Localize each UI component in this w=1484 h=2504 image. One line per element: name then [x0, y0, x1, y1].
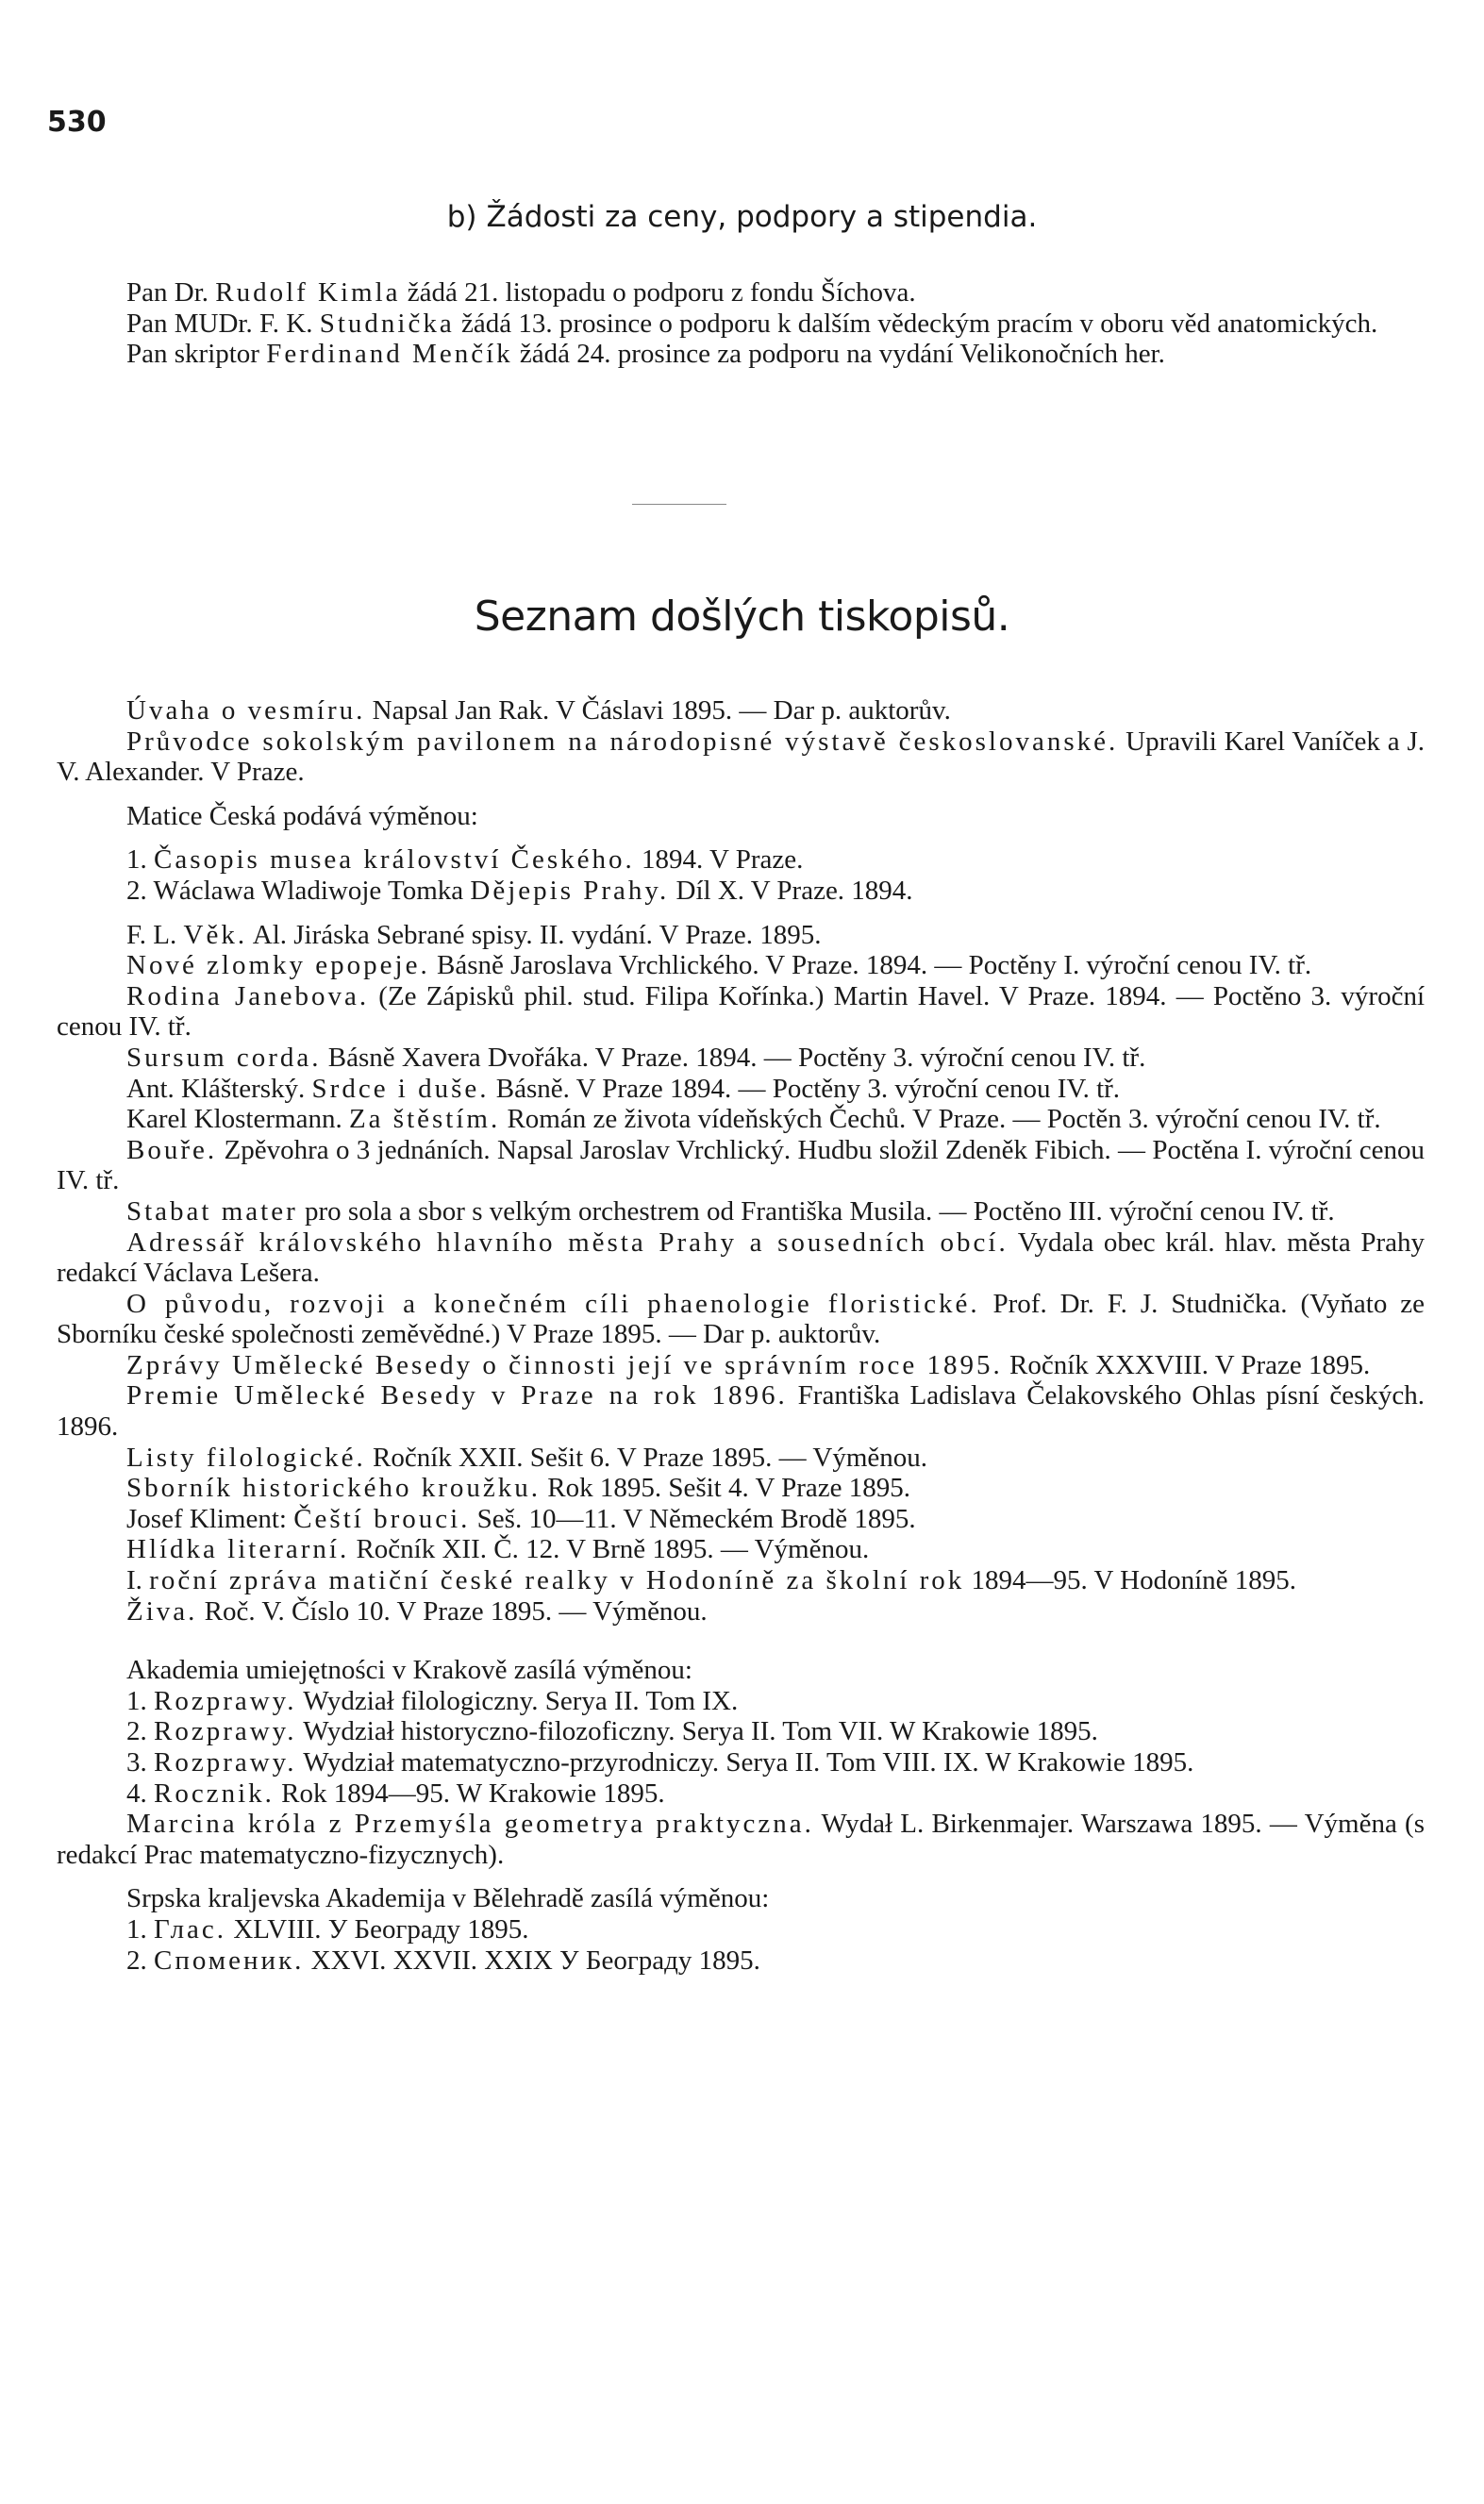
- list-entry: 1. Глас. XLVIII. У Београду 1895.: [126, 1913, 529, 1945]
- section-title: Žádosti za ceny, podpory a stipendia.: [486, 200, 1038, 234]
- list-entry: Adressář královského hlavního města Prahy a sousedních obcí. Vydala obec král. hlav. města Prahy redakcí Václava Lešera.: [57, 1227, 1425, 1289]
- list-entry: Zprávy Umělecké Besedy o činnosti její ve správním roce 1895. Ročník XXXVIII. V Praze 1895.: [126, 1349, 1371, 1380]
- group-intro: Srpska kraljevska Akademija v Bělehradě zasílá výměnou:: [126, 1883, 770, 1914]
- list-entry: 2. Rozprawy. Wydział historyczno-filozoficzny. Serya II. Tom VII. W Krakowie 1895.: [126, 1716, 1098, 1747]
- request-paragraph: Pan Dr. Rudolf Kimla žádá 21. listopadu o podporu z fondu Šíchova.: [126, 277, 916, 308]
- list-entry: Sborník historického kroužku. Rok 1895. Sešit 4. V Praze 1895.: [126, 1473, 911, 1504]
- list-entry: Úvaha o vesmíru. Napsal Jan Rak. V Čáslavi 1895. — Dar p. auktorův.: [126, 695, 951, 726]
- list-entry: O původu, rozvoji a konečném cíli phaenologie floristické. Prof. Dr. F. J. Studnička. (Vyňato ze Sborníku české společnosti zeměvědné.) V Praze 1895. — Dar p. auktorův.: [57, 1288, 1426, 1350]
- list-entry: I. roční zpráva matiční české realky v Hodoníně za školní rok 1894—95. V Hodoníně 1895.: [126, 1565, 1297, 1596]
- list-entry: Listy filologické. Ročník XXII. Sešit 6. V Praze 1895. — Výměnou.: [126, 1442, 928, 1473]
- group-intro: Akademia umiejętności v Krakově zasílá výměnou:: [126, 1655, 692, 1686]
- requests-block: [57, 277, 1425, 370]
- person-name: Ferdinand Menčík: [266, 339, 513, 370]
- section-divider: [632, 504, 726, 505]
- list-entry: 4. Rocznik. Rok 1894—95. W Krakowie 1895.: [126, 1778, 665, 1809]
- publications-list: [57, 695, 1425, 1976]
- list-entry: Karel Klostermann. Za štěstím. Román ze života vídeňských Čechů. V Praze. — Poctěn 3. výroční cenou IV. tř.: [126, 1104, 1381, 1135]
- list-entry: Marcina króla z Przemyśla geometrya praktyczna. Wydał L. Birkenmajer. Warszawa 1895. — Výměna (s redakcí Prac matematyczno-fizycznych).: [57, 1809, 1425, 1870]
- list-entry: 3. Rozprawy. Wydział matematyczno-przyrodniczy. Serya II. Tom VIII. IX. W Krakowie 1895.: [126, 1747, 1194, 1778]
- request-paragraph: Pan MUDr. F. K. Studnička žádá 13. prosince o podporu k dalším vědeckým pracím v oboru věd anatomických.: [126, 308, 1378, 339]
- list-title: Seznam došlých tiskopisů.: [474, 593, 1010, 641]
- list-entry: Nové zlomky epopeje. Básně Jaroslava Vrchlického. V Praze. 1894. — Poctěny I. výroční cenou IV. tř.: [126, 950, 1312, 981]
- section-heading: [0, 200, 1484, 234]
- list-entry: Rodina Janebova. (Ze Zápisků phil. stud. Filipa Kořínka.) Martin Havel. V Praze. 1894. — Poctěno 3. výroční cenou IV. tř.: [57, 980, 1426, 1043]
- person-name: Studnička: [319, 308, 455, 339]
- list-entry: 2. Споменик. XXVI. XXVII. XXIX У Београду 1895.: [126, 1945, 760, 1976]
- list-entry: Josef Kliment: Čeští brouci. Seš. 10—11. V Německém Brodě 1895.: [126, 1503, 916, 1534]
- list-entry: Premie Umělecké Besedy v Praze na rok 1896. Františka Ladislava Čelakovského Ohlas písní českých. 1896.: [57, 1380, 1425, 1443]
- page-number: 530: [47, 106, 107, 139]
- list-entry: Stabat mater pro sola a sbor s velkým orchestrem od Františka Musila. — Poctěno III. výroční cenou IV. tř.: [126, 1195, 1335, 1227]
- list-entry: 1. Časopis musea království Českého. 1894. V Praze.: [126, 844, 804, 876]
- group-intro: Matice Česká podává výměnou:: [126, 800, 478, 831]
- list-entry: Hlídka literarní. Ročník XII. Č. 12. V Brně 1895. — Výměnou.: [126, 1534, 870, 1565]
- person-name: Rudolf Kimla: [215, 277, 401, 308]
- list-entry: 2. Wáclawa Wladiwoje Tomka Dějepis Prahy. Díl X. V Praze. 1894.: [126, 875, 913, 906]
- list-entry: Sursum corda. Básně Xavera Dvořáka. V Praze. 1894. — Poctěny 3. výroční cenou IV. tř.: [126, 1042, 1146, 1073]
- section-label: b): [446, 200, 477, 234]
- list-entry: Bouře. Zpěvohra o 3 jednáních. Napsal Jaroslav Vrchlický. Hudbu složil Zdeněk Fibich. — Poctěna I. výroční cenou IV. tř.: [57, 1134, 1425, 1196]
- list-entry: F. L. Věk. Al. Jiráska Sebrané spisy. II. vydání. V Praze. 1895.: [126, 919, 822, 950]
- list-entry: Živa. Roč. V. Číslo 10. V Praze 1895. — Výměnou.: [126, 1595, 708, 1627]
- list-entry: Průvodce sokolským pavilonem na národopisné výstavě českoslovanské. Upravili Karel Vaníček a J. V. Alexander. V Praze.: [57, 726, 1425, 788]
- list-entry: 1. Rozprawy. Wydział filologiczny. Serya II. Tom IX.: [126, 1685, 739, 1716]
- list-entry: Ant. Klášterský. Srdce i duše. Básně. V Praze 1894. — Poctěny 3. výroční cenou IV. tř.: [126, 1073, 1121, 1104]
- request-paragraph: Pan skriptor Ferdinand Menčík žádá 24. prosince za podporu na vydání Velikonočních her.: [126, 339, 1165, 370]
